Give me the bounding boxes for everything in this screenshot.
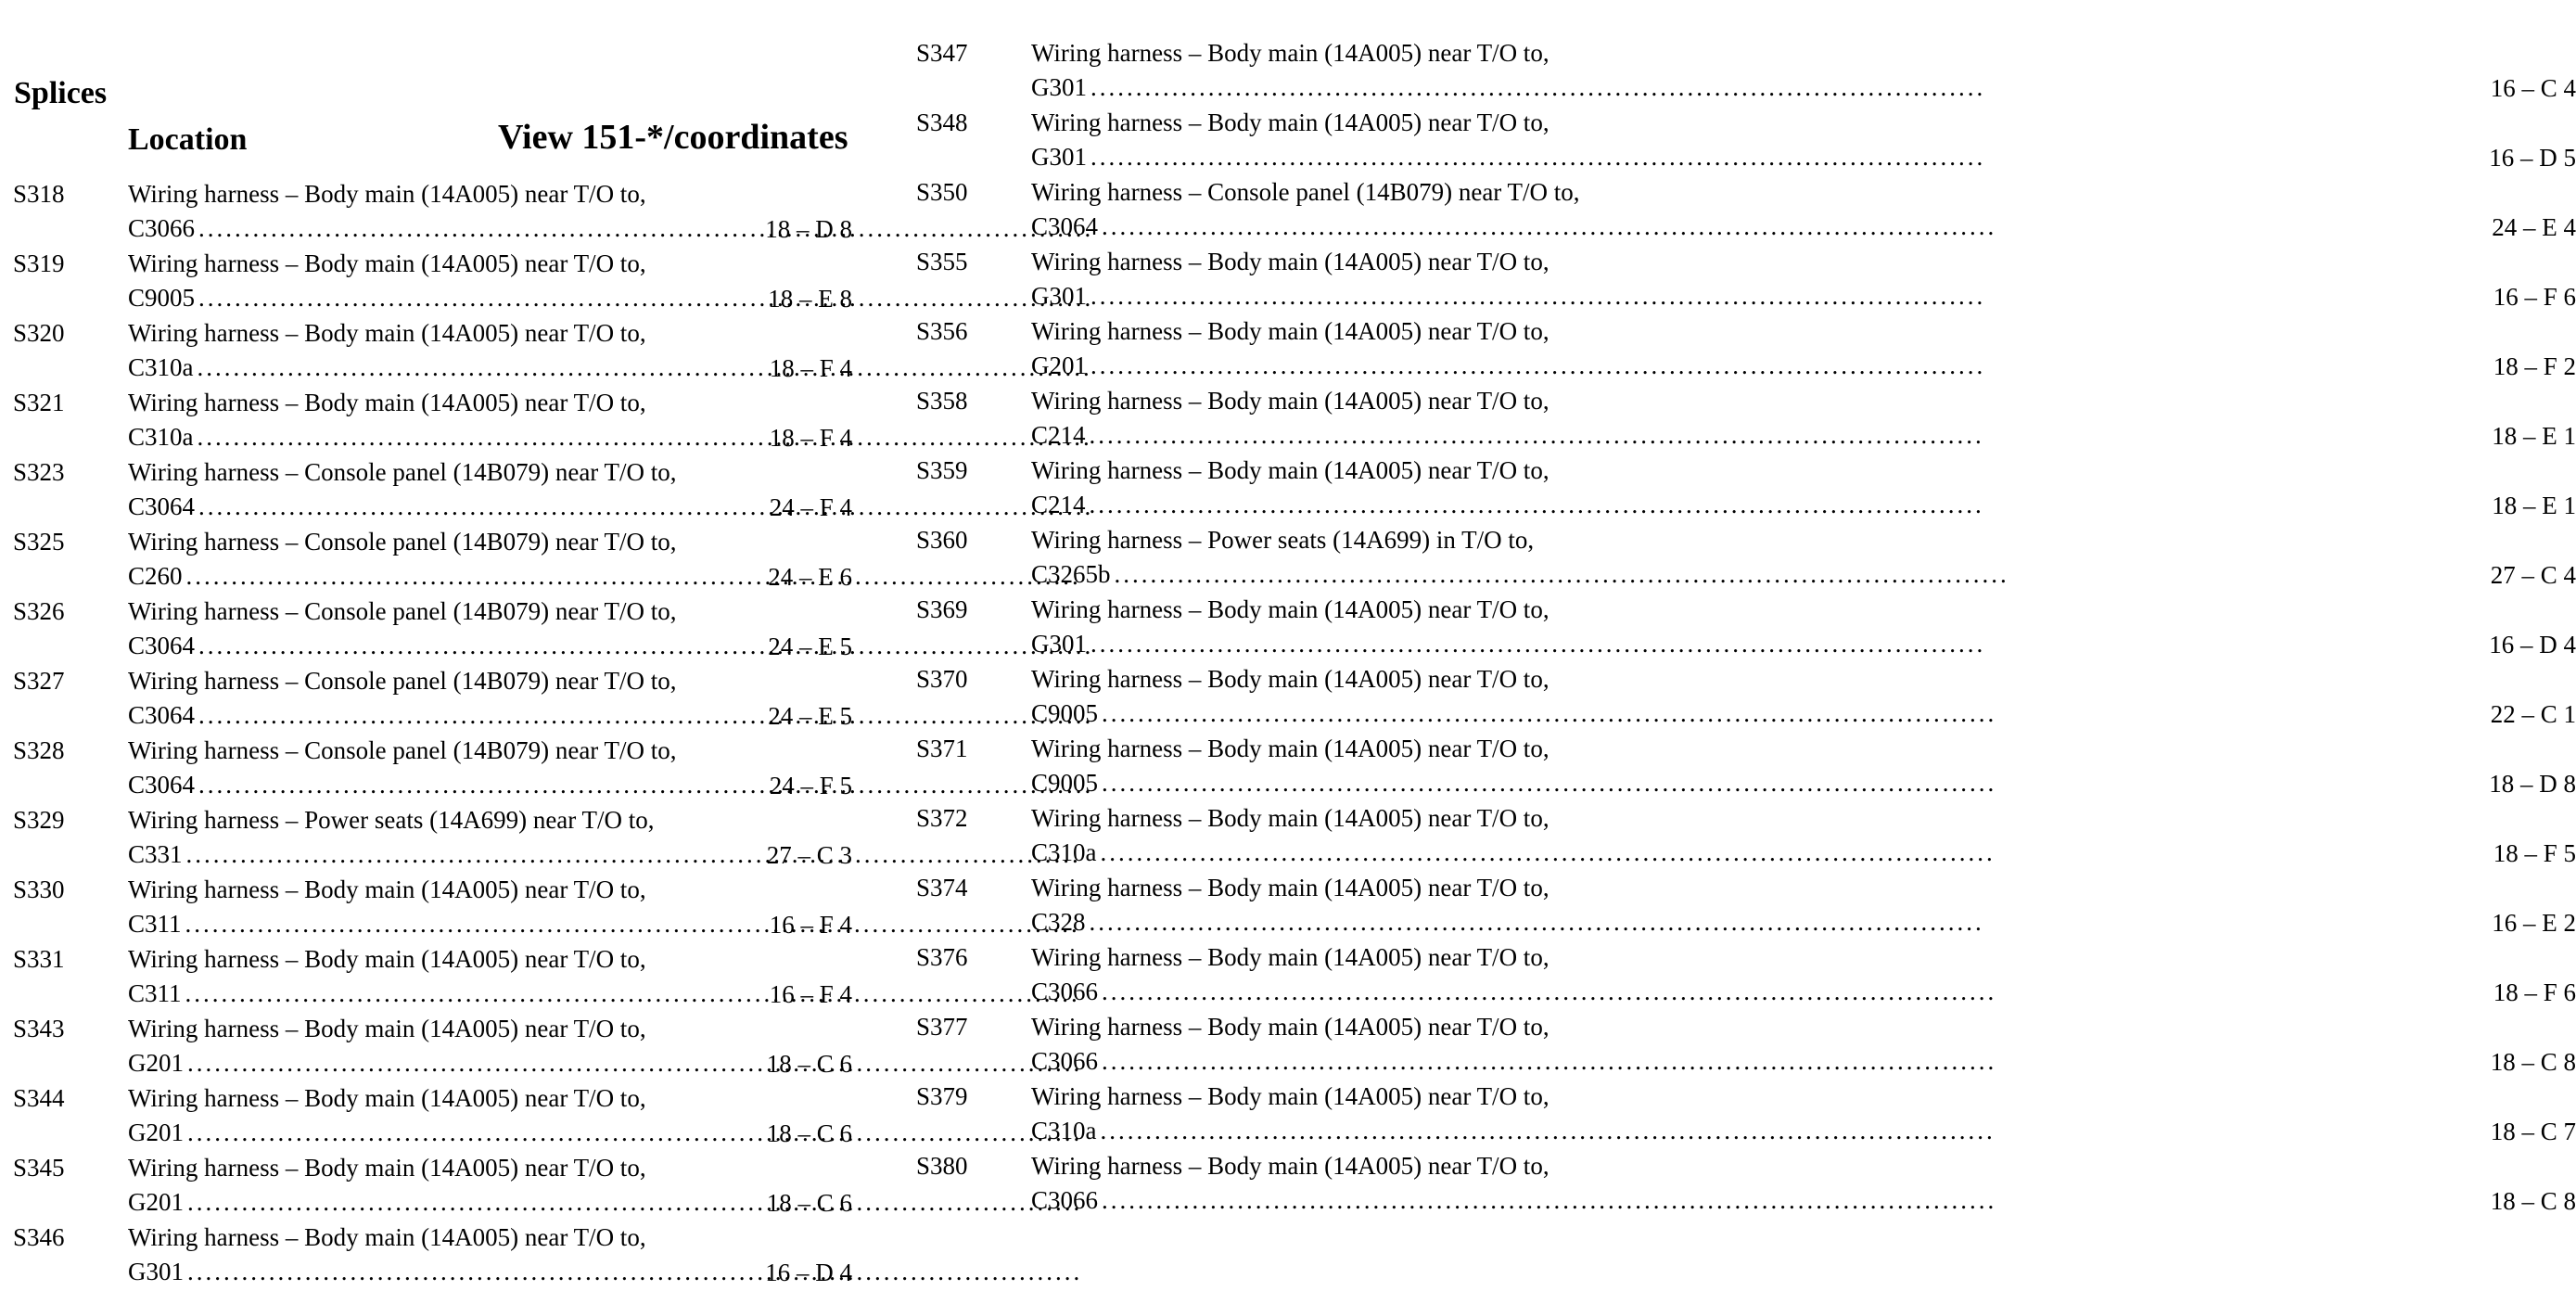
dot-leader — [1090, 626, 1985, 661]
splice-coordinates: 16 – C 4 — [2490, 74, 2576, 102]
splice-connector: G201 — [1031, 352, 1087, 379]
splice-entry — [916, 1009, 2576, 1079]
splice-location-description: Wiring harness – Body main (14A005) near T/O to, — [1031, 317, 1549, 345]
splice-id: S325 — [13, 528, 65, 556]
location-column-header: Location — [128, 122, 248, 157]
splice-connector-line — [128, 489, 740, 524]
splice-coordinates: 16 – F 4 — [769, 911, 852, 939]
splice-entry — [916, 174, 2576, 244]
splice-location-description: Wiring harness – Body main (14A005) near T/O to, — [1031, 595, 1549, 623]
splice-location — [128, 1150, 740, 1221]
splice-connector: C3066 — [1031, 978, 1099, 1005]
splice-id: S328 — [13, 736, 65, 764]
splice-entry — [13, 802, 875, 872]
splice-id: S377 — [916, 1013, 968, 1041]
splice-id: S346 — [13, 1223, 65, 1251]
splice-entry — [916, 800, 2576, 870]
splice-connector-line — [1031, 278, 1643, 313]
dot-leader — [1090, 278, 1985, 313]
splice-location-description: Wiring harness – Console panel (14B079) near T/O to, — [128, 528, 677, 556]
splice-coordinates: 16 – E 2 — [2492, 909, 2576, 937]
splice-connector: C3066 — [1031, 1047, 1099, 1075]
splice-location — [1031, 174, 1643, 245]
splice-location-description: Wiring harness – Body main (14A005) near T/O to, — [128, 1223, 646, 1251]
splice-location-description: Wiring harness – Body main (14A005) near T/O to, — [128, 180, 646, 208]
splice-coordinates: 24 – E 6 — [768, 563, 852, 591]
splice-location — [128, 315, 740, 386]
splice-connector-line — [128, 697, 740, 733]
splice-connector: G201 — [128, 1188, 184, 1216]
splice-location-description: Wiring harness – Body main (14A005) near T/O to, — [128, 319, 646, 347]
splice-coordinates: 18 – D 8 — [2489, 770, 2576, 798]
splice-connector-line — [1031, 974, 1643, 1009]
splice-id: S370 — [916, 665, 968, 693]
splice-id: S369 — [916, 595, 968, 623]
splice-entry — [13, 941, 875, 1011]
splice-location — [1031, 1009, 1643, 1080]
splice-location — [1031, 105, 1643, 175]
splice-entry — [13, 1150, 875, 1220]
splice-connector-line — [1031, 417, 1643, 453]
splice-coordinates: 24 – E 4 — [2492, 213, 2576, 241]
splice-connector-line — [128, 906, 740, 941]
splice-location — [1031, 661, 1643, 732]
splice-location-description: Wiring harness – Body main (14A005) near T/O to, — [1031, 1152, 1549, 1180]
splice-id: S355 — [916, 248, 968, 275]
splice-connector-line — [1031, 348, 1643, 383]
splice-location-description: Wiring harness – Body main (14A005) near T/O to, — [1031, 665, 1549, 693]
splice-connector-line — [128, 280, 740, 315]
splice-connector: C3064 — [128, 492, 196, 520]
page-title: Splices — [14, 76, 108, 110]
splice-entry — [13, 1080, 875, 1150]
splice-id: S330 — [13, 876, 65, 903]
splice-entry — [13, 524, 875, 594]
dot-leader — [1115, 556, 2009, 592]
splice-connector: G301 — [1031, 630, 1087, 658]
splice-location-description: Wiring harness – Body main (14A005) near T/O to, — [1031, 248, 1549, 275]
splice-connector: G201 — [128, 1049, 184, 1077]
splice-location — [1031, 592, 1643, 662]
splice-connector-line — [1031, 626, 1643, 661]
splice-location-description: Wiring harness – Console panel (14B079) near T/O to, — [128, 597, 677, 625]
splice-coordinates: 18 – E 8 — [768, 285, 852, 313]
splice-connector: G301 — [128, 1258, 184, 1285]
splice-entry — [13, 663, 875, 733]
splice-connector: C214 — [1031, 491, 1086, 518]
splice-coordinates: 18 – F 4 — [769, 424, 852, 452]
splice-location — [128, 524, 740, 594]
splice-location-description: Wiring harness – Body main (14A005) near T/O to, — [128, 876, 646, 903]
splice-location — [1031, 453, 1643, 523]
splice-id: S319 — [13, 249, 65, 277]
splice-entry — [13, 454, 875, 524]
splice-entry — [13, 733, 875, 802]
splice-coordinates: 16 – F 4 — [769, 980, 852, 1008]
splice-location — [1031, 870, 1643, 940]
dot-leader — [1101, 835, 1996, 870]
splice-coordinates: 27 – C 3 — [766, 841, 852, 869]
splice-id: S345 — [13, 1154, 65, 1182]
splice-id: S379 — [916, 1082, 968, 1110]
splice-coordinates: 18 – F 4 — [769, 354, 852, 382]
splice-entry — [916, 383, 2576, 453]
splice-connector-line — [128, 837, 740, 872]
splice-location — [1031, 35, 1643, 106]
splice-connector-line — [1031, 1182, 1643, 1218]
splice-connector-line — [1031, 487, 1643, 522]
splice-coordinates: 16 – D 5 — [2489, 144, 2576, 172]
dot-leader — [1102, 974, 1996, 1009]
splice-connector-line — [128, 558, 740, 594]
splice-id: S318 — [13, 180, 65, 208]
splice-coordinates: 18 – F 2 — [2493, 352, 2576, 380]
splice-location-description: Wiring harness – Power seats (14A699) in T/O to, — [1031, 526, 1535, 554]
splice-connector: C328 — [1031, 908, 1086, 936]
splice-location-description: Wiring harness – Body main (14A005) near T/O to, — [1031, 804, 1549, 832]
splice-location — [1031, 1148, 1643, 1219]
splice-location-description: Wiring harness – Body main (14A005) near T/O to, — [128, 1154, 646, 1182]
dot-leader — [1090, 139, 1985, 174]
view-coordinates-column-header: View 151-*/coordinates — [498, 118, 848, 157]
splice-coordinates: 18 – C 7 — [2490, 1118, 2576, 1145]
splice-id: S327 — [13, 667, 65, 695]
splice-entry — [13, 872, 875, 941]
splice-location-description: Wiring harness – Body main (14A005) near T/O to, — [1031, 1013, 1549, 1041]
splice-connector-line — [1031, 209, 1643, 244]
splice-id: S350 — [916, 178, 968, 206]
splice-entry — [916, 939, 2576, 1009]
splice-location-description: Wiring harness – Console panel (14B079) near T/O to, — [1031, 178, 1580, 206]
splice-entry — [916, 731, 2576, 800]
splice-entry — [13, 315, 875, 385]
splice-id: S348 — [916, 109, 968, 136]
splice-coordinates: 18 – D 8 — [765, 215, 852, 243]
splice-entry — [916, 1148, 2576, 1218]
splice-connector-line — [128, 1045, 740, 1080]
splice-coordinates: 18 – C 6 — [766, 1050, 852, 1078]
splice-id: S372 — [916, 804, 968, 832]
left-splice-list — [13, 176, 875, 1289]
splice-location — [128, 872, 740, 942]
splice-location-description: Wiring harness – Body main (14A005) near T/O to, — [128, 945, 646, 973]
splice-id: S371 — [916, 735, 968, 762]
splice-connector-line — [1031, 139, 1643, 174]
splice-location-description: Wiring harness – Body main (14A005) near T/O to, — [1031, 39, 1549, 67]
splice-coordinates: 24 – F 4 — [769, 493, 852, 521]
splice-coordinates: 18 – E 1 — [2492, 422, 2576, 450]
splice-location-description: Wiring harness – Console panel (14B079) near T/O to, — [128, 667, 677, 695]
splice-connector: G301 — [1031, 143, 1087, 171]
splice-entry — [916, 244, 2576, 313]
splice-connector-line — [128, 419, 740, 454]
splice-connector: C214 — [1031, 421, 1086, 449]
splice-connector-line — [1031, 556, 1643, 592]
splice-entry — [13, 1011, 875, 1080]
splice-location — [1031, 522, 1643, 593]
splice-location — [128, 1220, 740, 1290]
dot-leader — [1102, 1182, 1996, 1218]
splice-id: S343 — [13, 1015, 65, 1042]
splice-connector: G201 — [128, 1118, 184, 1146]
dot-leader — [1090, 417, 1984, 453]
splice-connector: C3066 — [1031, 1186, 1099, 1214]
dot-leader — [1102, 1043, 1996, 1079]
splice-connector: C331 — [128, 840, 183, 868]
splice-entry — [13, 385, 875, 454]
splice-connector: C9005 — [1031, 769, 1099, 797]
splice-coordinates: 18 – C 8 — [2490, 1048, 2576, 1076]
splice-id: S374 — [916, 874, 968, 901]
splice-connector-line — [128, 628, 740, 663]
splice-location-description: Wiring harness – Body main (14A005) near T/O to, — [1031, 387, 1549, 415]
dot-leader — [1090, 487, 1984, 522]
splice-id: S360 — [916, 526, 968, 554]
splice-connector-line — [128, 767, 740, 802]
splice-connector-line — [1031, 696, 1643, 731]
splice-connector: C311 — [128, 910, 182, 938]
splice-entry — [916, 522, 2576, 592]
splice-id: S344 — [13, 1084, 65, 1112]
splice-location — [128, 941, 740, 1012]
splice-connector-line — [1031, 835, 1643, 870]
splice-id: S331 — [13, 945, 65, 973]
splice-entry — [916, 453, 2576, 522]
splice-location — [128, 663, 740, 734]
splice-connector: C311 — [128, 979, 182, 1007]
splice-location-description: Wiring harness – Body main (14A005) near T/O to, — [1031, 456, 1549, 484]
splice-connector-line — [128, 976, 740, 1011]
splice-location — [1031, 1079, 1643, 1149]
splice-entry — [13, 176, 875, 246]
splice-entry — [916, 105, 2576, 174]
splice-connector-line — [128, 1254, 740, 1289]
splice-location — [1031, 383, 1643, 454]
splice-location-description: Wiring harness – Body main (14A005) near T/O to, — [1031, 943, 1549, 971]
splice-entry — [916, 592, 2576, 661]
splice-location — [1031, 313, 1643, 384]
splice-location — [128, 176, 740, 247]
dot-leader — [1090, 904, 1984, 939]
splice-connector: C310a — [128, 353, 194, 381]
splice-connector: C3064 — [128, 771, 196, 799]
splice-entry — [916, 35, 2576, 105]
splice-location — [1031, 244, 1643, 314]
splice-id: S323 — [13, 458, 65, 486]
splice-location-description: Wiring harness – Body main (14A005) near T/O to, — [128, 1015, 646, 1042]
splice-coordinates: 16 – D 4 — [765, 1259, 852, 1286]
splice-location-description: Wiring harness – Body main (14A005) near T/O to, — [128, 1084, 646, 1112]
splice-connector-line — [1031, 904, 1643, 939]
splice-connector: C3066 — [128, 214, 196, 242]
splice-entry — [13, 246, 875, 315]
splice-location-description: Wiring harness – Body main (14A005) near T/O to, — [128, 249, 646, 277]
splice-location-description: Wiring harness – Body main (14A005) near T/O to, — [1031, 1082, 1549, 1110]
splice-connector: C310a — [1031, 838, 1097, 866]
splice-id: S329 — [13, 806, 65, 834]
splice-location — [128, 594, 740, 664]
splice-connector: C9005 — [128, 284, 196, 312]
splice-connector: C310a — [128, 423, 194, 451]
splice-id: S321 — [13, 389, 65, 416]
splice-connector: G301 — [1031, 282, 1087, 310]
splice-coordinates: 18 – C 6 — [766, 1189, 852, 1217]
splice-location — [1031, 800, 1643, 871]
splice-entry — [13, 594, 875, 663]
dot-leader — [1102, 765, 1996, 800]
splice-connector: C3064 — [128, 632, 196, 659]
dot-leader — [1090, 348, 1985, 383]
splice-coordinates: 22 – C 1 — [2490, 700, 2576, 728]
splice-id: S347 — [916, 39, 968, 67]
splice-id: S380 — [916, 1152, 968, 1180]
dot-leader — [1090, 70, 1985, 105]
splice-location-description: Wiring harness – Body main (14A005) near T/O to, — [1031, 735, 1549, 762]
splice-location-description: Wiring harness – Console panel (14B079) near T/O to, — [128, 736, 677, 764]
splice-location — [1031, 731, 1643, 801]
splice-location-description: Wiring harness – Body main (14A005) near T/O to, — [128, 389, 646, 416]
dot-leader — [1102, 209, 1996, 244]
splice-coordinates: 16 – D 4 — [2489, 631, 2576, 658]
splice-entry — [916, 313, 2576, 383]
splice-location-description: Wiring harness – Body main (14A005) near T/O to, — [1031, 109, 1549, 136]
splice-id: S356 — [916, 317, 968, 345]
splice-connector-line — [1031, 765, 1643, 800]
splice-location-description: Wiring harness – Console panel (14B079) near T/O to, — [128, 458, 677, 486]
dot-leader — [187, 1254, 1082, 1289]
splice-location — [128, 733, 740, 803]
splice-coordinates: 18 – C 6 — [766, 1119, 852, 1147]
splice-connector: G301 — [1031, 73, 1087, 101]
splice-connector-line — [128, 211, 740, 246]
splice-location — [128, 454, 740, 525]
splice-entry — [916, 1079, 2576, 1148]
splice-coordinates: 18 – E 1 — [2492, 492, 2576, 519]
splice-entry — [13, 1220, 875, 1289]
splice-coordinates: 27 – C 4 — [2490, 561, 2576, 589]
splice-entry — [916, 661, 2576, 731]
splice-connector: C9005 — [1031, 699, 1099, 727]
dot-leader — [1102, 696, 1996, 731]
splice-entry — [916, 870, 2576, 939]
splice-coordinates: 18 – C 8 — [2490, 1187, 2576, 1215]
splice-id: S320 — [13, 319, 65, 347]
splice-connector: C260 — [128, 562, 183, 590]
splice-location — [128, 385, 740, 455]
splice-coordinates: 16 – F 6 — [2493, 283, 2576, 311]
splice-id: S376 — [916, 943, 968, 971]
splice-connector-line — [1031, 1043, 1643, 1079]
splice-coordinates: 18 – F 6 — [2493, 978, 2576, 1006]
splice-id: S358 — [916, 387, 968, 415]
splice-location — [128, 1011, 740, 1081]
splice-location-description: Wiring harness – Body main (14A005) near T/O to, — [1031, 874, 1549, 901]
splice-coordinates: 24 – F 5 — [769, 772, 852, 799]
splice-location — [128, 1080, 740, 1151]
splice-connector: C3064 — [1031, 212, 1099, 240]
splice-id: S359 — [916, 456, 968, 484]
splice-location — [128, 246, 740, 316]
splice-connector: C3265b — [1031, 560, 1111, 588]
splice-location-description: Wiring harness – Power seats (14A699) near T/O to, — [128, 806, 655, 834]
splice-connector-line — [128, 350, 740, 385]
splice-location — [128, 802, 740, 873]
splice-connector-line — [1031, 70, 1643, 105]
splice-connector-line — [1031, 1113, 1643, 1148]
splice-connector-line — [128, 1184, 740, 1220]
dot-leader — [1101, 1113, 1996, 1148]
right-splice-list — [916, 35, 2576, 1218]
splice-coordinates: 18 – F 5 — [2493, 839, 2576, 867]
splice-location — [1031, 939, 1643, 1010]
splice-coordinates: 24 – E 5 — [768, 702, 852, 730]
splice-id: S326 — [13, 597, 65, 625]
splice-connector: C3064 — [128, 701, 196, 729]
splice-connector: C310a — [1031, 1117, 1097, 1144]
splice-coordinates: 24 – E 5 — [768, 633, 852, 660]
splice-connector-line — [128, 1115, 740, 1150]
